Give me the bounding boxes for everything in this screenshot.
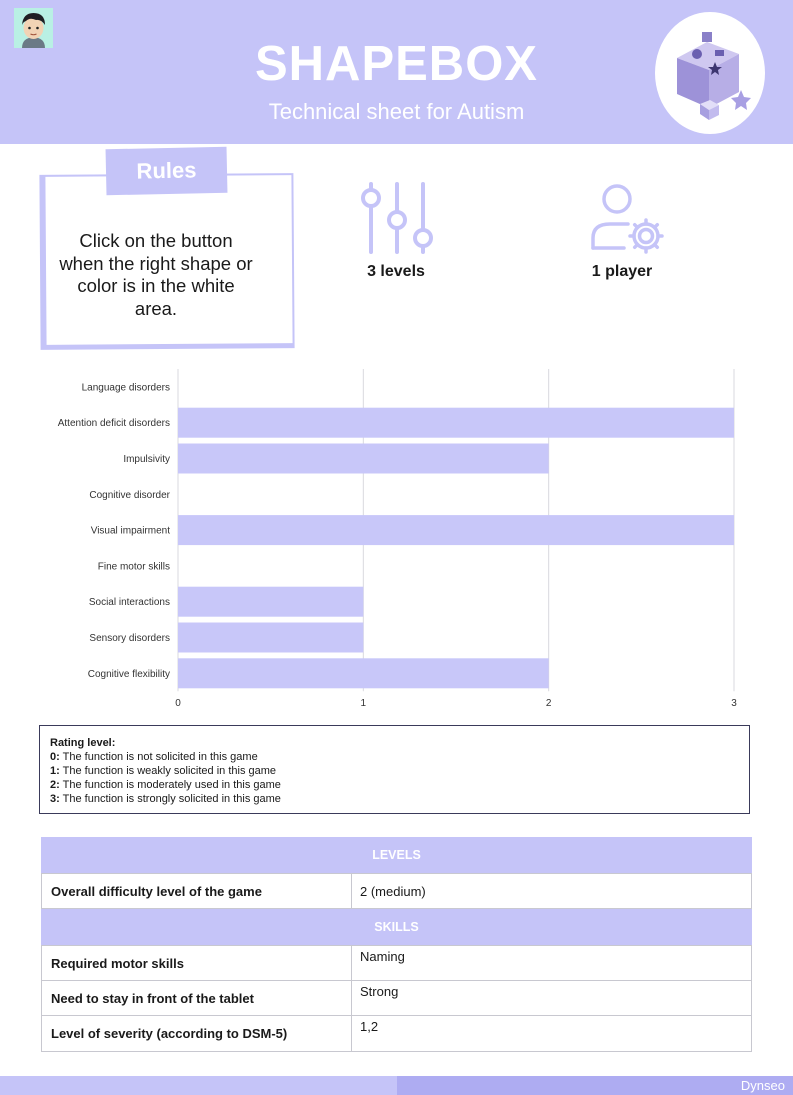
rules-text: Click on the button when the right shape or color is in the white area. [59, 230, 253, 319]
table-row [41, 980, 752, 1016]
row-label: Need to stay in front of the tablet [42, 981, 352, 1015]
category-label: Fine motor skills [97, 561, 170, 573]
rules-heading-tab [106, 147, 228, 196]
table-row [41, 1015, 752, 1052]
levels-count-label: 3 levels [367, 263, 425, 280]
rating-item: 1: The function is weakly solicited in this game [50, 765, 277, 777]
x-tick-label: 0 [175, 698, 181, 710]
row-value: 2 (medium) [360, 883, 426, 899]
page-title: SHAPEBOX [254, 37, 538, 91]
category-label: Cognitive disorder [89, 489, 170, 501]
footer-bar-left [0, 1076, 397, 1095]
footer-brand: Dynseo [740, 1078, 785, 1093]
skills-bar-chart [0, 360, 793, 710]
bar [178, 408, 734, 438]
bar [178, 587, 363, 617]
category-label: Social interactions [88, 597, 170, 609]
row-value: Naming [360, 949, 405, 964]
sliders-icon [357, 180, 437, 261]
rating-item: 3: The function is strongly solicited in this game [50, 793, 281, 805]
category-label: Visual impairment [90, 525, 170, 537]
rating-item: 0: The function is not solicited in this game [50, 751, 258, 763]
skills-section-heading: SKILLS [41, 909, 752, 945]
chart-svg [0, 360, 793, 710]
category-label: Language disorders [81, 382, 170, 394]
category-label: Cognitive flexibility [87, 668, 170, 680]
players-count-label: 1 player [591, 263, 653, 280]
bar [178, 444, 549, 474]
rating-item: 2: The function is moderately used in this game [50, 779, 281, 791]
row-label: Overall difficulty level of the game [42, 874, 352, 908]
row-value: Strong [360, 984, 399, 999]
footer-bar-right [397, 1076, 793, 1095]
shape-sorter-box-icon [655, 12, 765, 134]
category-label: Sensory disorders [89, 633, 170, 644]
page-subtitle: Technical sheet for Autism [268, 99, 525, 124]
user-gear-icon [590, 182, 666, 259]
row-label: Level of severity (according to DSM-5) [42, 1016, 352, 1051]
table-row [41, 873, 752, 909]
rules-heading: Rules [136, 157, 197, 184]
rating-legend-box [39, 725, 750, 814]
levels-section-heading: LEVELS [41, 837, 752, 873]
row-label: Required motor skills [42, 946, 352, 980]
x-tick-label: 2 [545, 698, 552, 710]
header-banner [0, 0, 793, 144]
category-label: Impulsivity [123, 454, 170, 465]
row-value: 1,2 [360, 1019, 379, 1034]
table-row [41, 945, 752, 981]
bar [178, 658, 549, 688]
bar [178, 515, 734, 545]
x-tick-label: 3 [731, 698, 737, 710]
x-tick-label: 1 [360, 698, 367, 710]
bar [178, 623, 363, 653]
category-label: Attention deficit disorders [57, 418, 170, 430]
rating-title: Rating level: [50, 737, 116, 749]
